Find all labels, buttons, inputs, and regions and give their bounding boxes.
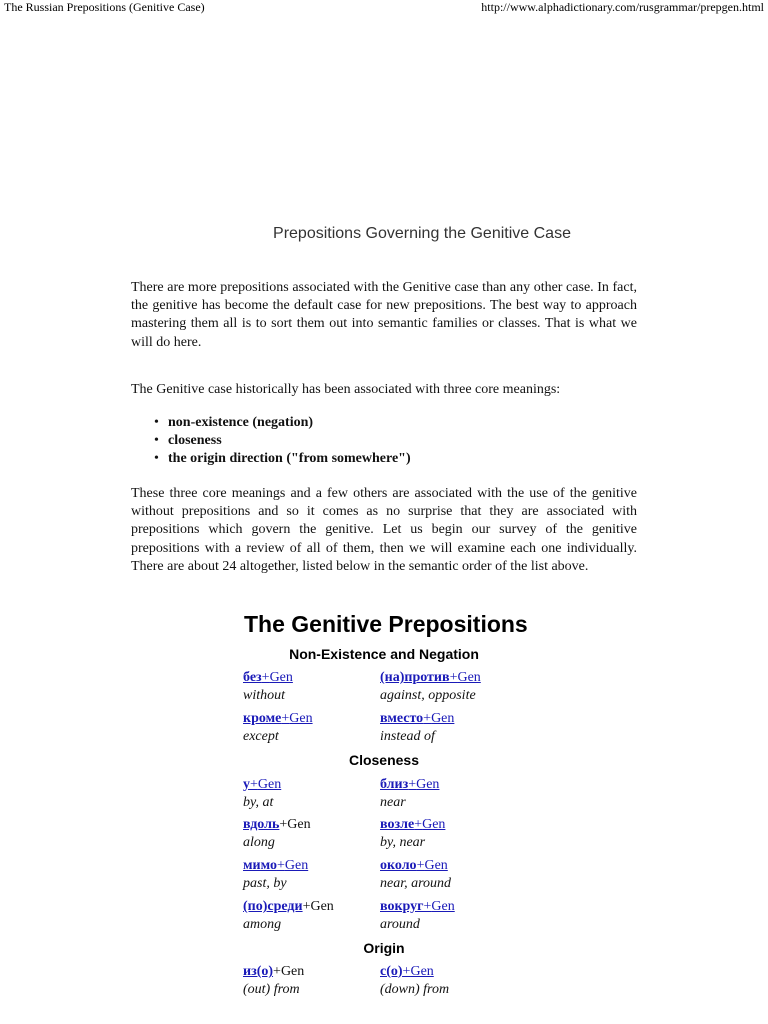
entry-gloss: against, opposite <box>380 688 476 703</box>
preposition-link[interactable]: из(о) <box>243 964 274 979</box>
entry-okolo <box>380 857 451 893</box>
entry-gloss: (down) from <box>380 982 450 997</box>
preposition-link[interactable]: (на)против+Gen <box>380 670 481 685</box>
preposition-link[interactable]: вместо+Gen <box>380 711 455 726</box>
entry-gloss: near, around <box>380 876 452 891</box>
entry-krome <box>243 710 313 746</box>
list-item: • non-existence (negation) <box>152 414 411 432</box>
entry-s <box>380 963 449 999</box>
header-url: http://www.alphadictionary.com/rusgrammar/prepgen.html <box>481 0 764 14</box>
entry-vokrug <box>380 898 455 934</box>
entry-vdol: вдоль+Gen along <box>243 817 311 850</box>
section-heading-closeness: Closeness <box>348 752 420 768</box>
entry-gloss: among <box>243 917 282 932</box>
entry-gloss: by, near <box>380 835 426 850</box>
entry-vozle <box>380 816 445 852</box>
list-item: • the origin direction ("from somewhere") <box>152 450 411 468</box>
entry-iz: из(о)+Gen (out) from <box>243 964 305 997</box>
entry-gloss: near <box>380 795 406 810</box>
survey-paragraph: These three core meanings and a few others are associated with the use of the genitive without prepositions and so it comes as no surprise that they are associated with prepositions which govern the genitive. Let us begin our survey of the genitive prepositions with a review of all of them, then we will examine each one individually. There are about 24 altogether, listed below in the semantic order of the list above. <box>131 486 637 574</box>
preposition-link[interactable]: без+Gen <box>243 670 293 685</box>
section-heading-negation: Non-Existence and Negation <box>289 646 479 662</box>
intro-paragraph: There are more prepositions associated with the Genitive case than any other case. In fact, the genitive has become the default case for new prepositions. The best way to approach mastering them all is to sort them out into semantic families or classes. That is what we will do here. <box>131 280 637 350</box>
page-title: Prepositions Governing the Genitive Case <box>273 225 571 242</box>
entry-gloss: except <box>243 729 279 744</box>
preposition-link[interactable]: около+Gen <box>380 858 448 873</box>
entry-u <box>243 776 281 812</box>
preposition-link[interactable]: с(о)+Gen <box>380 964 434 979</box>
entry-bliz <box>380 776 439 812</box>
list-item: • closeness <box>152 432 411 450</box>
core-meanings-list <box>152 414 411 469</box>
core-meanings-intro: The Genitive case historically has been associated with three core meanings: <box>131 382 561 397</box>
entry-bez <box>243 669 293 705</box>
entry-gloss: without <box>243 688 286 703</box>
entry-gloss: along <box>243 835 275 850</box>
print-header <box>0 0 768 16</box>
entry-gloss: past, by <box>243 876 287 891</box>
header-page-title: The Russian Prepositions (Genitive Case) <box>4 0 205 14</box>
entry-vmesto <box>380 710 454 746</box>
preposition-link[interactable]: мимо+Gen <box>243 858 309 873</box>
preposition-link[interactable]: у+Gen <box>243 777 282 792</box>
preposition-link[interactable]: близ+Gen <box>380 777 440 792</box>
entry-protiv <box>380 669 481 705</box>
table-title: The Genitive Prepositions <box>244 611 528 637</box>
entry-gloss: around <box>380 917 420 932</box>
entry-gloss: by, at <box>243 795 274 810</box>
preposition-link[interactable]: возле+Gen <box>380 817 446 832</box>
entry-sredi: (по)среди+Gen among <box>243 899 334 932</box>
section-heading-origin: Origin <box>363 940 405 956</box>
preposition-link[interactable]: (по)среди <box>243 899 303 914</box>
entry-gloss: instead of <box>380 729 435 744</box>
entry-mimo <box>243 857 308 893</box>
preposition-link[interactable]: вдоль <box>243 817 280 832</box>
entry-gloss: (out) from <box>243 982 300 997</box>
preposition-link[interactable]: кроме+Gen <box>243 711 313 726</box>
preposition-link[interactable]: вокруг+Gen <box>380 899 455 914</box>
